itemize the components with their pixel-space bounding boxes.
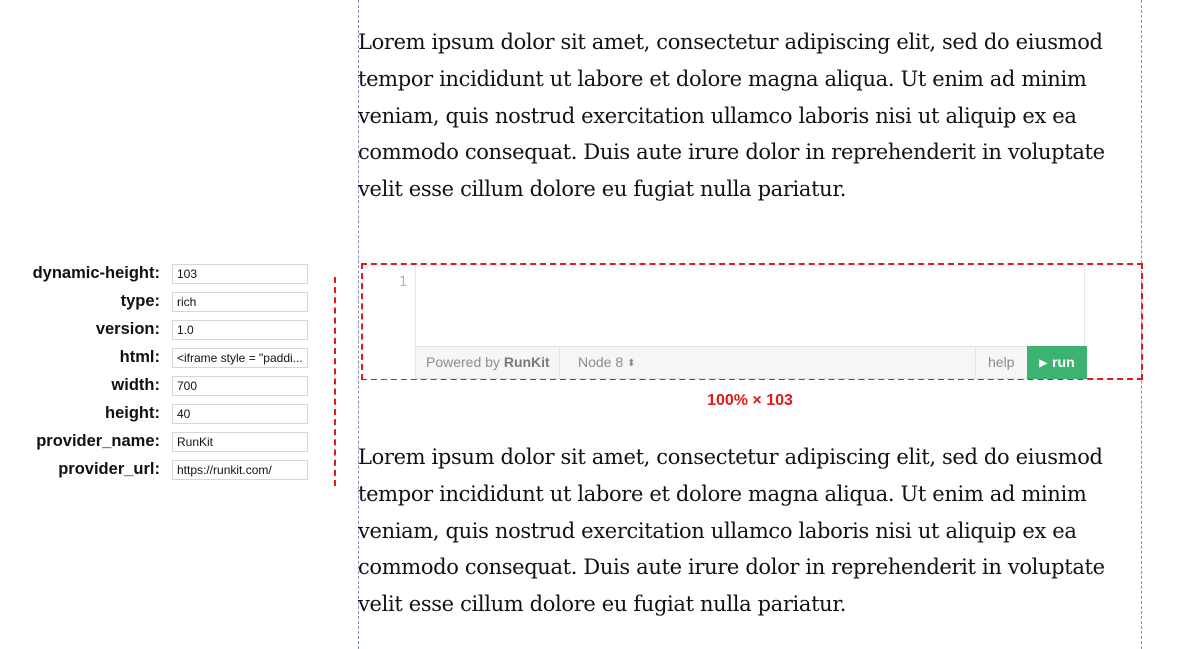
play-icon: ▶	[1039, 358, 1048, 369]
paragraph-line: tempor incididunt ut labore et dolore magna aliqua. Ut enim ad minim	[358, 481, 1087, 506]
paragraph-line: commodo consequat. Duis aute irure dolor in reprehenderit in voluptate	[358, 555, 1105, 580]
width-field[interactable]: 700	[172, 376, 308, 396]
paragraph-line: veniam, quis nostrud exercitation ullamco laboris nisi ut aliquip ex ea	[358, 518, 1077, 543]
embed-footer	[415, 346, 1086, 379]
powered-by-runkit-link[interactable]	[426, 354, 550, 370]
property-row-html	[0, 346, 320, 370]
paragraph-line: Lorem ipsum dolor sit amet, consectetur adipiscing elit, sed do eiusmod	[358, 445, 1103, 469]
version-field[interactable]: 1.0	[172, 320, 308, 340]
line-gutter	[363, 266, 415, 379]
run-button[interactable]	[1027, 346, 1087, 379]
property-row-provider-url	[0, 458, 320, 482]
node-version-label: Node 8	[578, 354, 624, 370]
property-label: type:	[120, 292, 160, 310]
powered-by-text: Powered by	[426, 354, 500, 370]
property-label: provider_name:	[36, 432, 160, 450]
height-indicator-line	[334, 277, 336, 486]
paragraph-line: tempor incididunt ut labore et dolore magna aliqua. Ut enim ad minim	[358, 66, 1087, 91]
property-label: width:	[111, 376, 160, 394]
paragraph-line: velit esse cillum dolore eu fugiat nulla pariatur.	[358, 592, 847, 617]
property-label: dynamic-height:	[32, 264, 160, 282]
line-number: 1	[399, 275, 407, 290]
dimension-label: 100% × 103	[707, 392, 793, 409]
paragraph-line: veniam, quis nostrud exercitation ullamco laboris nisi ut aliquip ex ea	[358, 103, 1077, 128]
updown-icon: ⬍	[627, 358, 636, 369]
footer-divider	[559, 347, 560, 378]
property-label: html:	[119, 348, 160, 366]
paragraph-line: Lorem ipsum dolor sit amet, consectetur adipiscing elit, sed do eiusmod	[358, 30, 1103, 54]
paragraph-top	[358, 24, 1148, 208]
provider-url-field[interactable]: https://runkit.com/	[172, 460, 308, 480]
node-version-select[interactable]	[578, 354, 636, 370]
property-label: height:	[105, 404, 160, 422]
html-field[interactable]: <iframe style = "paddi...	[172, 348, 308, 368]
property-label: version:	[95, 320, 160, 338]
property-row-version	[0, 318, 320, 342]
run-label: run	[1052, 354, 1075, 370]
property-row-width	[0, 374, 320, 398]
paragraph-line: commodo consequat. Duis aute irure dolor in reprehenderit in voluptate	[358, 140, 1105, 165]
footer-divider	[975, 347, 976, 378]
property-row-type	[0, 290, 320, 314]
property-row-dynamic-height	[0, 262, 320, 286]
code-editor[interactable]	[415, 266, 1085, 346]
provider-name-field[interactable]: RunKit	[172, 432, 308, 452]
dynamic-height-field[interactable]: 103	[172, 264, 308, 284]
help-link[interactable]: help	[988, 354, 1015, 370]
runkit-embed	[363, 266, 1086, 379]
height-field[interactable]: 40	[172, 404, 308, 424]
type-field[interactable]: rich	[172, 292, 308, 312]
property-label: provider_url:	[58, 460, 160, 478]
paragraph-line: velit esse cillum dolore eu fugiat nulla pariatur.	[358, 177, 847, 202]
paragraph-bottom	[358, 439, 1148, 623]
property-row-provider-name	[0, 430, 320, 454]
runkit-brand: RunKit	[503, 354, 550, 370]
property-row-height	[0, 402, 320, 426]
